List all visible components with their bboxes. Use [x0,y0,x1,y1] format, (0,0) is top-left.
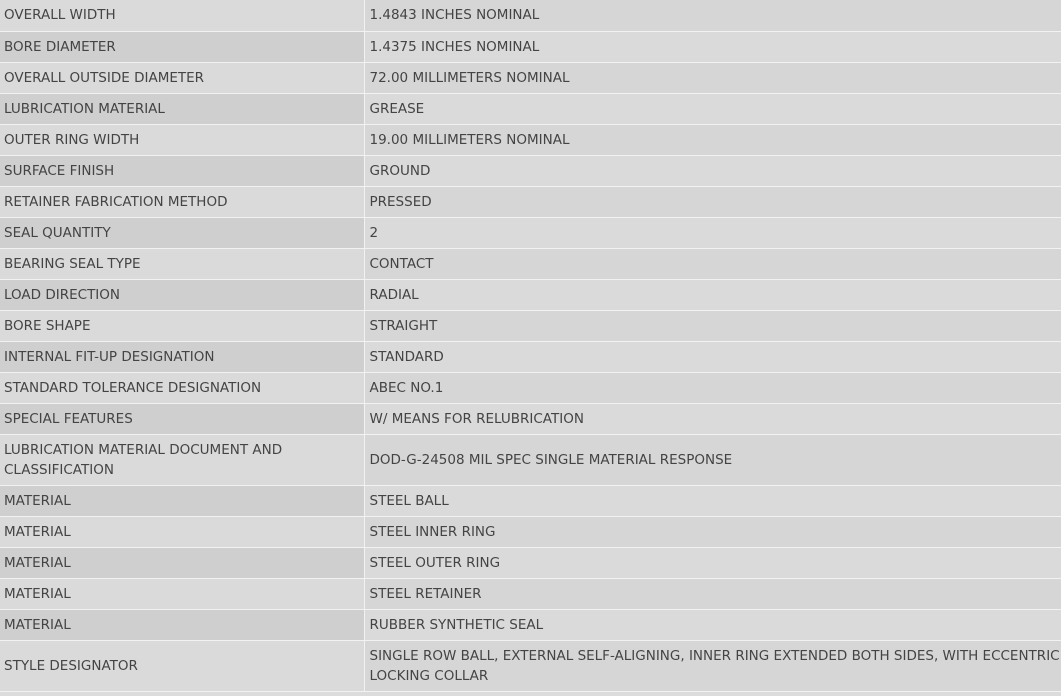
spec-value: ABEC NO.1 [364,372,1061,403]
table-row [0,186,1061,217]
spec-label: LOAD DIRECTION [0,279,364,310]
table-row [0,217,1061,248]
table-row [0,434,1061,485]
spec-label: SPECIAL FEATURES [0,403,364,434]
spec-label: MATERIAL [0,609,364,640]
table-row [0,310,1061,341]
spec-value: 2 [364,217,1061,248]
table-row [0,516,1061,547]
spec-value: STANDARD [364,341,1061,372]
table-row [0,155,1061,186]
spec-label: LUBRICATION MATERIAL DOCUMENT AND CLASSIFICATION [0,434,364,485]
spec-value: STEEL INNER RING [364,516,1061,547]
spec-label: MATERIAL [0,578,364,609]
spec-value: 19.00 MILLIMETERS NOMINAL [364,124,1061,155]
spec-value: W/ MEANS FOR RELUBRICATION [364,403,1061,434]
spec-label: MATERIAL [0,547,364,578]
spec-label: MATERIAL [0,485,364,516]
table-row [0,403,1061,434]
table-row [0,547,1061,578]
table-row [0,124,1061,155]
table-row [0,31,1061,62]
table-row [0,279,1061,310]
table-row [0,372,1061,403]
spec-value: 1.4375 INCHES NOMINAL [364,31,1061,62]
spec-value: GROUND [364,155,1061,186]
spec-label: MATERIAL [0,516,364,547]
table-row [0,640,1061,691]
spec-value: CONTACT [364,248,1061,279]
spec-label: BORE DIAMETER [0,31,364,62]
spec-value: STEEL RETAINER [364,578,1061,609]
spec-label: OVERALL WIDTH [0,0,364,31]
spec-label: BEARING SEAL TYPE [0,248,364,279]
spec-value: 1.4843 INCHES NOMINAL [364,0,1061,31]
spec-value: DOD-G-24508 MIL SPEC SINGLE MATERIAL RESPONSE [364,434,1061,485]
table-row [0,248,1061,279]
spec-label: SEAL QUANTITY [0,217,364,248]
spec-label: RETAINER FABRICATION METHOD [0,186,364,217]
spec-value: STEEL OUTER RING [364,547,1061,578]
spec-value: STEEL BALL [364,485,1061,516]
spec-label: INTERNAL FIT-UP DESIGNATION [0,341,364,372]
table-row [0,93,1061,124]
spec-value: PRESSED [364,186,1061,217]
spec-value: SINGLE ROW BALL, EXTERNAL SELF-ALIGNING, INNER RING EXTENDED BOTH SIDES, WITH ECCENTRIC LOCKING COLLAR [364,640,1061,691]
table-row [0,341,1061,372]
spec-value: RUBBER SYNTHETIC SEAL [364,609,1061,640]
spec-value: RADIAL [364,279,1061,310]
spec-value: STRAIGHT [364,310,1061,341]
spec-label: STANDARD TOLERANCE DESIGNATION [0,372,364,403]
spec-label: OUTER RING WIDTH [0,124,364,155]
table-row [0,0,1061,31]
table-row [0,485,1061,516]
table-row [0,578,1061,609]
spec-label: SURFACE FINISH [0,155,364,186]
spec-label: BORE SHAPE [0,310,364,341]
spec-label: LUBRICATION MATERIAL [0,93,364,124]
table-row [0,609,1061,640]
spec-value: GREASE [364,93,1061,124]
table-row [0,62,1061,93]
spec-value: 72.00 MILLIMETERS NOMINAL [364,62,1061,93]
spec-label: OVERALL OUTSIDE DIAMETER [0,62,364,93]
spec-label: STYLE DESIGNATOR [0,640,364,691]
